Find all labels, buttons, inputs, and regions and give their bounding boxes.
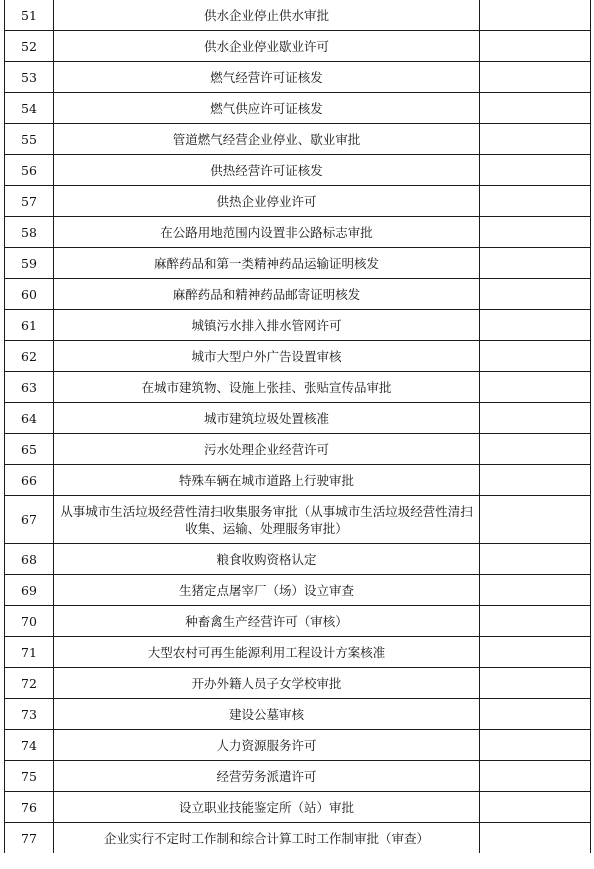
empty-cell <box>480 637 591 668</box>
row-number: 74 <box>5 730 54 761</box>
empty-cell <box>480 93 591 124</box>
empty-cell <box>480 730 591 761</box>
table-row <box>5 575 591 606</box>
table-row <box>5 248 591 279</box>
row-number: 59 <box>5 248 54 279</box>
empty-cell <box>480 186 591 217</box>
item-name: 大型农村可再生能源利用工程设计方案核准 <box>54 637 480 668</box>
item-name: 建设公墓审核 <box>54 699 480 730</box>
empty-cell <box>480 341 591 372</box>
table-row <box>5 637 591 668</box>
table-row <box>5 403 591 434</box>
item-name: 开办外籍人员子女学校审批 <box>54 668 480 699</box>
table-row <box>5 279 591 310</box>
row-number: 68 <box>5 544 54 575</box>
row-number: 73 <box>5 699 54 730</box>
item-name: 粮食收购资格认定 <box>54 544 480 575</box>
empty-cell <box>480 31 591 62</box>
item-name: 燃气供应许可证核发 <box>54 93 480 124</box>
table-row <box>5 31 591 62</box>
row-number: 76 <box>5 792 54 823</box>
table-row <box>5 465 591 496</box>
row-number: 61 <box>5 310 54 341</box>
empty-cell <box>480 544 591 575</box>
empty-cell <box>480 606 591 637</box>
item-name: 生猪定点屠宰厂（场）设立审查 <box>54 575 480 606</box>
table-row <box>5 606 591 637</box>
empty-cell <box>480 217 591 248</box>
row-number: 57 <box>5 186 54 217</box>
table-row <box>5 761 591 792</box>
empty-cell <box>480 761 591 792</box>
item-name: 燃气经营许可证核发 <box>54 62 480 93</box>
empty-cell <box>480 575 591 606</box>
item-name: 供热经营许可证核发 <box>54 155 480 186</box>
item-name: 城市建筑垃圾处置核准 <box>54 403 480 434</box>
item-name: 麻醉药品和精神药品邮寄证明核发 <box>54 279 480 310</box>
table-row <box>5 699 591 730</box>
item-name: 管道燃气经营企业停业、歇业审批 <box>54 124 480 155</box>
item-name: 供水企业停止供水审批 <box>54 0 480 31</box>
row-number: 52 <box>5 31 54 62</box>
item-name: 在城市建筑物、设施上张挂、张贴宣传品审批 <box>54 372 480 403</box>
row-number: 58 <box>5 217 54 248</box>
empty-cell <box>480 279 591 310</box>
item-name: 设立职业技能鉴定所（站）审批 <box>54 792 480 823</box>
row-number: 55 <box>5 124 54 155</box>
item-name: 经营劳务派遣许可 <box>54 761 480 792</box>
item-name: 麻醉药品和第一类精神药品运输证明核发 <box>54 248 480 279</box>
empty-cell <box>480 372 591 403</box>
empty-cell <box>480 403 591 434</box>
row-number: 53 <box>5 62 54 93</box>
item-name: 特殊车辆在城市道路上行驶审批 <box>54 465 480 496</box>
row-number: 75 <box>5 761 54 792</box>
empty-cell <box>480 465 591 496</box>
row-number: 60 <box>5 279 54 310</box>
table-row <box>5 217 591 248</box>
row-number: 65 <box>5 434 54 465</box>
table-row <box>5 124 591 155</box>
empty-cell <box>480 668 591 699</box>
table-row <box>5 372 591 403</box>
item-name: 从事城市生活垃圾经营性清扫收集服务审批（从事城市生活垃圾经营性清扫收集、运输、处理服务审批） <box>54 496 480 544</box>
empty-cell <box>480 0 591 31</box>
row-number: 56 <box>5 155 54 186</box>
row-number: 70 <box>5 606 54 637</box>
empty-cell <box>480 248 591 279</box>
item-name: 城市大型户外广告设置审核 <box>54 341 480 372</box>
table-row <box>5 93 591 124</box>
table-row <box>5 186 591 217</box>
empty-cell <box>480 62 591 93</box>
item-name: 供热企业停业许可 <box>54 186 480 217</box>
row-number: 63 <box>5 372 54 403</box>
table-row <box>5 730 591 761</box>
empty-cell <box>480 496 591 544</box>
table-row <box>5 792 591 823</box>
item-name: 人力资源服务许可 <box>54 730 480 761</box>
row-number: 66 <box>5 465 54 496</box>
table-row <box>5 62 591 93</box>
row-number: 54 <box>5 93 54 124</box>
table-row <box>5 496 591 544</box>
empty-cell <box>480 699 591 730</box>
table-row <box>5 668 591 699</box>
item-name: 企业实行不定时工作制和综合计算工时工作制审批（审查） <box>54 823 480 854</box>
row-number: 64 <box>5 403 54 434</box>
table-row <box>5 544 591 575</box>
item-name: 城镇污水排入排水管网许可 <box>54 310 480 341</box>
table-row <box>5 434 591 465</box>
item-name: 供水企业停业歇业许可 <box>54 31 480 62</box>
empty-cell <box>480 823 591 854</box>
approval-items-table <box>4 0 591 853</box>
row-number: 62 <box>5 341 54 372</box>
empty-cell <box>480 434 591 465</box>
row-number: 77 <box>5 823 54 854</box>
row-number: 69 <box>5 575 54 606</box>
empty-cell <box>480 124 591 155</box>
table-row <box>5 823 591 854</box>
item-name: 种畜禽生产经营许可（审核） <box>54 606 480 637</box>
row-number: 67 <box>5 496 54 544</box>
row-number: 72 <box>5 668 54 699</box>
item-name: 污水处理企业经营许可 <box>54 434 480 465</box>
table-row <box>5 310 591 341</box>
row-number: 71 <box>5 637 54 668</box>
empty-cell <box>480 792 591 823</box>
table-row <box>5 341 591 372</box>
row-number: 51 <box>5 0 54 31</box>
empty-cell <box>480 310 591 341</box>
table-row <box>5 0 591 31</box>
table-body <box>5 0 591 853</box>
table-row <box>5 155 591 186</box>
item-name: 在公路用地范围内设置非公路标志审批 <box>54 217 480 248</box>
empty-cell <box>480 155 591 186</box>
